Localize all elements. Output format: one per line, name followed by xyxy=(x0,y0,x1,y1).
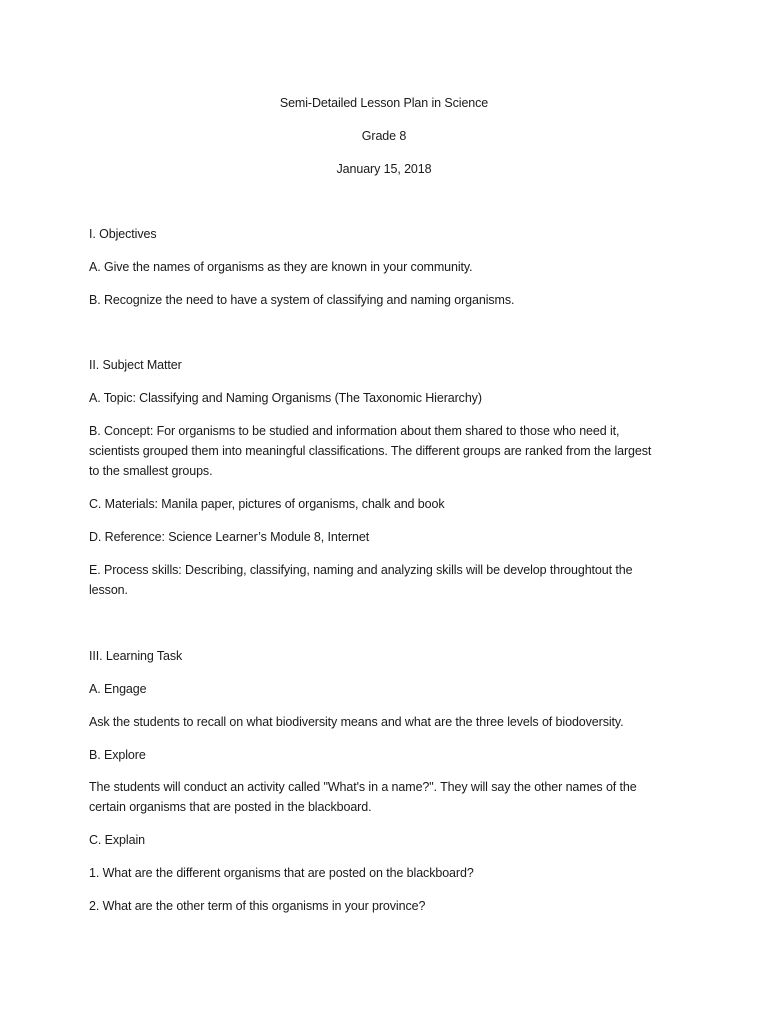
process-skills-line-2: lesson. xyxy=(89,583,128,597)
reference-line: D. Reference: Science Learner’s Module 8, Internet xyxy=(89,530,370,544)
explore-heading: B. Explore xyxy=(89,748,146,762)
materials-line: C. Materials: Manila paper, pictures of organisms, chalk and book xyxy=(89,497,445,511)
explain-heading: C. Explain xyxy=(89,833,145,847)
engage-text: Ask the students to recall on what biodiversity means and what are the three levels of biodoversity. xyxy=(89,715,624,729)
concept-line-1: B. Concept: For organisms to be studied and information about them shared to those who need it, xyxy=(89,424,620,438)
subject-matter-heading: II. Subject Matter xyxy=(89,358,182,372)
concept-line-2: scientists grouped them into meaningful classifications. The different groups are ranked from the largest xyxy=(89,444,652,458)
process-skills-line-1: E. Process skills: Describing, classifying, naming and analyzing skills will be develop throughtout the xyxy=(89,563,633,577)
grade-label: Grade 8 xyxy=(361,129,407,143)
explain-question-1: 1. What are the different organisms that are posted on the blackboard? xyxy=(89,866,474,880)
explore-line-2: certain organisms that are posted in the blackboard. xyxy=(89,800,372,814)
explain-question-2: 2. What are the other term of this organisms in your province? xyxy=(89,899,426,913)
concept-line-3: to the smallest groups. xyxy=(89,464,213,478)
explore-line-1: The students will conduct an activity called "What's in a name?". They will say the other names of the xyxy=(89,780,637,794)
document-title: Semi-Detailed Lesson Plan in Science xyxy=(279,96,489,110)
topic-line: A. Topic: Classifying and Naming Organisms (The Taxonomic Hierarchy) xyxy=(89,391,482,405)
objective-a: A. Give the names of organisms as they are known in your community. xyxy=(89,260,473,274)
learning-task-heading: III. Learning Task xyxy=(89,649,183,663)
objective-b: B. Recognize the need to have a system of classifying and naming organisms. xyxy=(89,293,515,307)
engage-heading: A. Engage xyxy=(89,682,147,696)
objectives-heading: I. Objectives xyxy=(89,227,157,241)
lesson-date: January 15, 2018 xyxy=(336,162,432,176)
